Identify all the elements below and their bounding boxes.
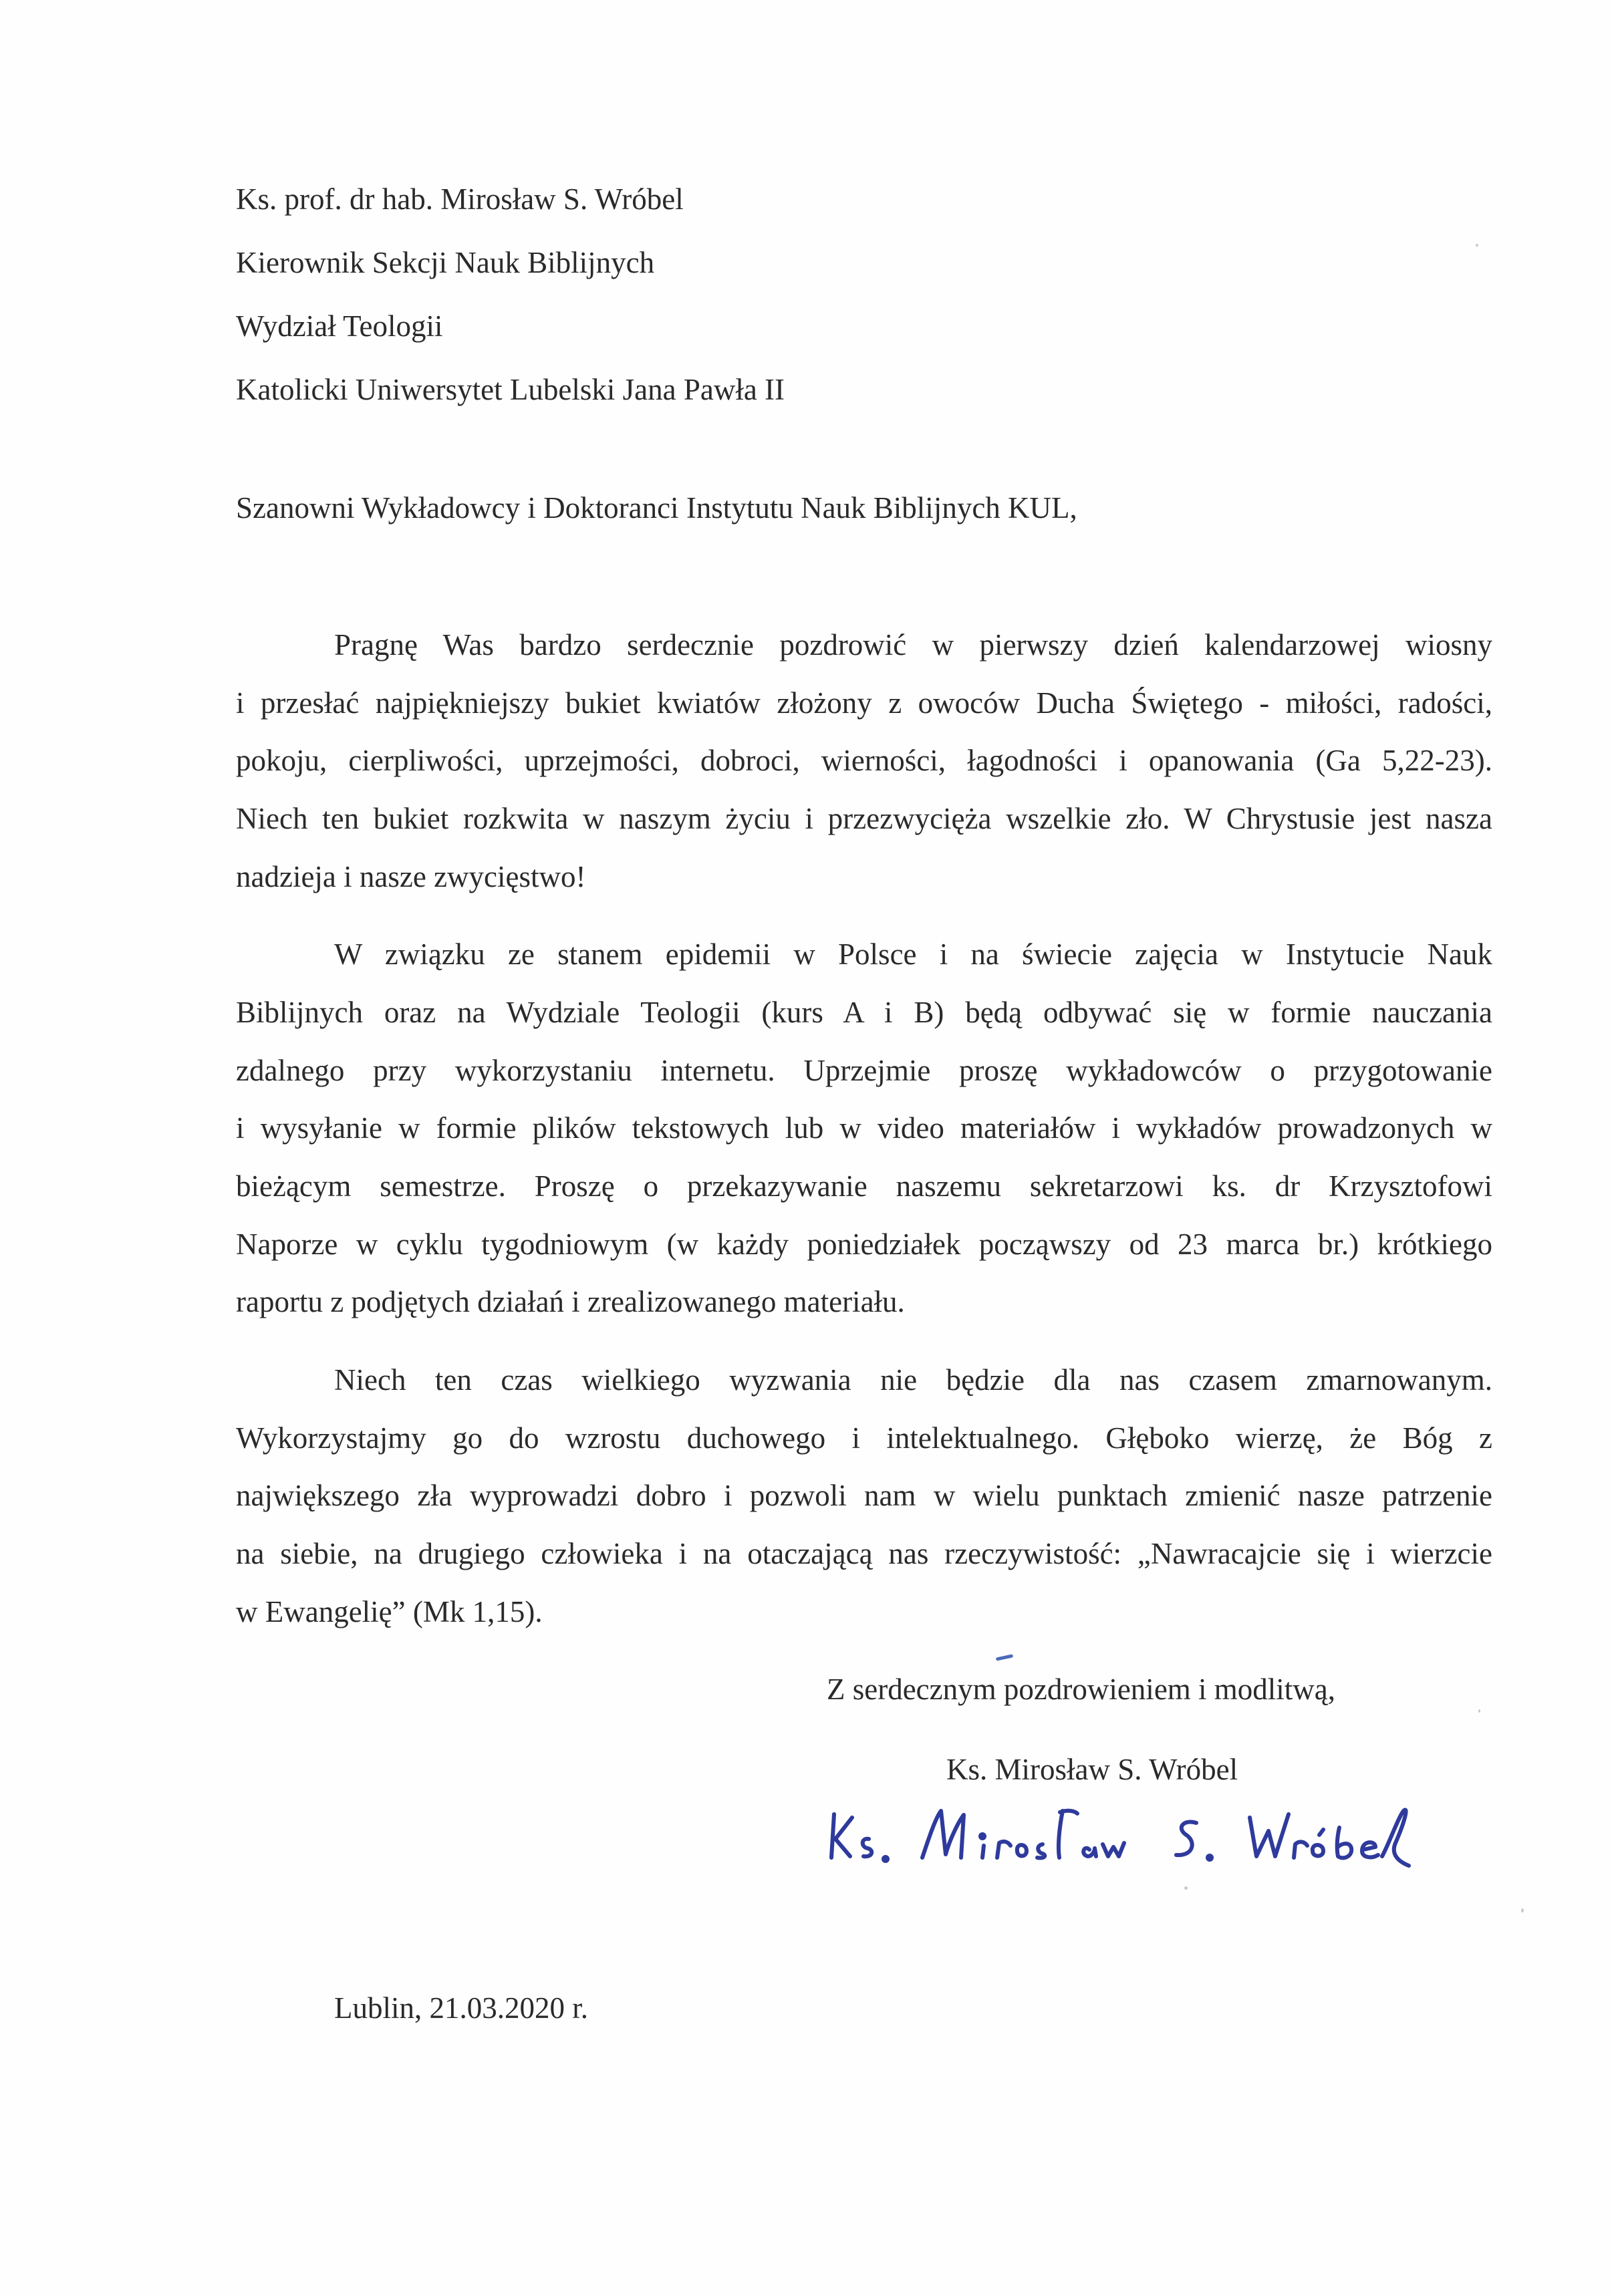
- paragraph-line: Wykorzystajmy go do wzrostu duchowego i intelektualnego. Głęboko wierzę, że Bóg z: [236, 1421, 1492, 1455]
- ink-mark: [996, 1654, 1013, 1661]
- scan-speck: [1476, 244, 1478, 247]
- paragraph-line: Niech ten czas wielkiego wyzwania nie będzie dla nas czasem zmarnowanym.: [334, 1363, 1492, 1397]
- signed-name: Ks. Mirosław S. Wróbel: [946, 1753, 1238, 1786]
- paragraph-line: i przesłać najpiękniejszy bukiet kwiatów złożony z owoców Ducha Świętego - miłości, radości,: [236, 686, 1492, 720]
- paragraph-line: W związku ze stanem epidemii w Polsce i na świecie zajęcia w Instytucie Nauk: [334, 938, 1492, 971]
- greeting: Szanowni Wykładowcy i Doktoranci Instytutu Nauk Biblijnych KUL,: [236, 491, 1077, 525]
- handwritten-signature: [822, 1791, 1424, 1871]
- paragraph-line: pokoju, cierpliwości, uprzejmości, dobroci, wierności, łagodności i opanowania (Ga 5,22-23).: [236, 744, 1492, 777]
- paragraph-line: Biblijnych oraz na Wydziale Teologii (kurs A i B) będą odbywać się w formie nauczania: [236, 996, 1492, 1029]
- paragraph-line: zdalnego przy wykorzystaniu internetu. Uprzejmie proszę wykładowców o przygotowanie: [236, 1054, 1492, 1087]
- scan-speck: [1184, 1886, 1188, 1890]
- scan-speck: [1478, 1709, 1480, 1713]
- paragraph-line: Niech ten bukiet rozkwita w naszym życiu i przezwycięża wszelkie zło. W Chrystusie jest nasza: [236, 802, 1492, 835]
- paragraph-line: Naporze w cyklu tygodniowym (w każdy poniedziałek począwszy od 23 marca br.) krótkiego: [236, 1228, 1492, 1261]
- paragraph-line: raportu z podjętych działań i zrealizowanego materiału.: [236, 1285, 905, 1318]
- paragraph-line: i wysyłanie w formie plików tekstowych lub w video materiałów i wykładów prowadzonych w: [236, 1111, 1492, 1145]
- place-date: Lublin, 21.03.2020 r.: [334, 1991, 588, 2025]
- sender-university: Katolicki Uniwersytet Lubelski Jana Pawła II: [236, 373, 785, 406]
- paragraph-line: Pragnę Was bardzo serdecznie pozdrowić w pierwszy dzień kalendarzowej wiosny: [334, 628, 1492, 662]
- scan-speck: [1521, 1908, 1524, 1912]
- sender-position: Kierownik Sekcji Nauk Biblijnych: [236, 246, 655, 279]
- sender-name: Ks. prof. dr hab. Mirosław S. Wróbel: [236, 182, 684, 216]
- closing-salutation: Z serdecznym pozdrowieniem i modlitwą,: [827, 1673, 1336, 1706]
- paragraph-line: bieżącym semestrze. Proszę o przekazywanie naszemu sekretarzowi ks. dr Krzysztofowi: [236, 1169, 1492, 1203]
- paragraph-line: w Ewangelię” (Mk 1,15).: [236, 1595, 543, 1628]
- paragraph-line: największego zła wyprowadzi dobro i pozwoli nam w wielu punktach zmienić nasze patrzenie: [236, 1479, 1492, 1512]
- paragraph-line: na siebie, na drugiego człowieka i na otaczającą nas rzeczywistość: „Nawracajcie się i wierzcie: [236, 1537, 1492, 1570]
- sender-faculty: Wydział Teologii: [236, 309, 443, 343]
- paragraph-line: nadzieja i nasze zwycięstwo!: [236, 860, 586, 893]
